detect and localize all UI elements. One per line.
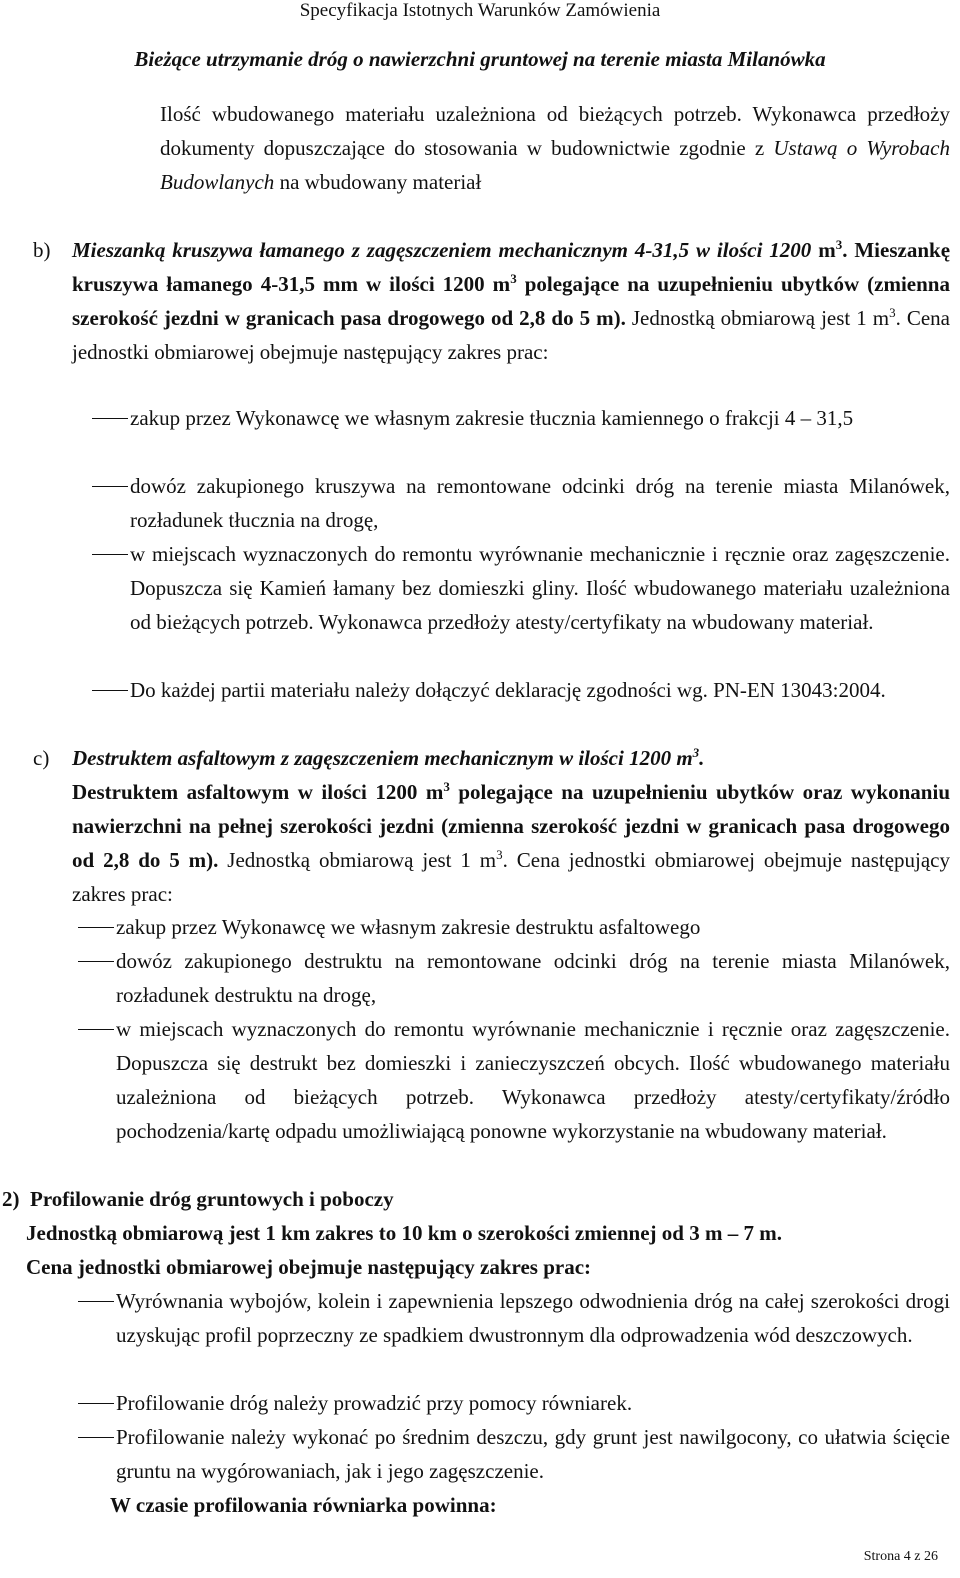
bullet-dash [78,1437,114,1438]
item-c-bullet: w miejscach wyznaczonych do remontu wyrównanie mechanicznie i ręcznie oraz zagęszczenie. Dopuszcza się destrukt bez domieszki i zanieczyszczeń obcych. Ilość wbudowanego materiału uzależniona od bieżących potrzeb. Wykonawca przedłoży atesty/certyfikaty/źródło pochodzenia/kartę odpadu umożliwiającą ponowne wykorzystanie na wbudowany materiał. [116,1017,950,1143]
section-2-unit-line: Jednostką obmiarową jest 1 km zakres to 10 km o szerokości zmiennej od 3 m – 7 m. [26,1221,782,1245]
item-c-paragraph: Destruktem asfaltowym w ilości 1200 $m^3$ polegające na uzupełnieniu ubytków oraz wykonaniu nawierzchni na pełnej szerokości jezdni (zmienna szerokość jezdni w granicach pasa drogowego od 2,8 do 5 m). Jednostką obmiarową jest 1 $m^3$. Cena jednostki obmiarowej obejmuje następujący zakres prac: [72,779,950,906]
law-reference: Ustawą o Wyrobach Budowlanych [160,136,950,194]
item-b-label: b) [33,238,51,262]
section-2-bullet: Profilowanie dróg należy prowadzić przy pomocy równiarek. [116,1391,633,1415]
item-b-bullet: Do każdej partii materiału należy dołączyć deklarację zgodności wg. PN-EN 13043:2004. [130,678,886,702]
bullet-dash [92,554,128,555]
item-c-bullet: dowóz zakupionego destruktu na remontowane odcinki dróg na terenie miasta Milanówek, rozładunek destruktu na drogę, [116,949,950,1007]
bullet-dash [78,961,114,962]
bullet-dash [78,1029,114,1030]
section-2-closing: W czasie profilowania równiarka powinna: [110,1493,497,1517]
item-b-paragraph: Mieszanką kruszywa łamanego z zagęszczeniem mechanicznym 4-31,5 w ilości 1200 $m^3$. Mieszankę kruszywa łamanego 4-31,5 mm w ilości 1200 $m^3$ polegające na uzupełnieniu ubytków (zmienna szerokość jezdni w granicach pasa drogowego od 2,8 do 5 m). Jednostką obmiarową jest 1 $m^3$. Cena jednostki obmiarowej obejmuje następujący zakres prac: [72,237,951,364]
bullet-dash [78,1301,114,1302]
section-2-heading: Profilowanie dróg gruntowych i poboczy [30,1187,394,1211]
item-b-bullet: w miejscach wyznaczonych do remontu wyrównanie mechanicznie i ręcznie oraz zagęszczenie. Dopuszcza się Kamień łamany bez domieszki gliny. Ilość wbudowanego materiału uzależniona od bieżących potrzeb. Wykonawca przedłoży atesty/certyfikaty na wbudowany materiał. [130,542,950,634]
bullet-dash [78,927,114,928]
item-c-label: c) [33,746,50,770]
page-number: Strona 4 z 26 [863,1549,938,1564]
document-header-title: Specyfikacja Istotnych Warunków Zamówienia [299,0,661,21]
section-2-scope-line: Cena jednostki obmiarowej obejmuje następujący zakres prac: [26,1255,592,1279]
intro-paragraph: Ilość wbudowanego materiału uzależniona od bieżących potrzeb. Wykonawca przedłoży dokumenty dopuszczające do stosowania w budownictwie zgodnie z Ustawą o Wyrobach Budowlanych na wbudowany materiał [160,102,950,194]
item-b-bullet: zakup przez Wykonawcę we własnym zakresie tłucznia kamiennego o frakcji 4 – 31,5 [130,406,854,430]
bullet-dash [92,486,128,487]
bullet-dash [92,690,128,691]
item-b-bullet: dowóz zakupionego kruszywa na remontowane odcinki dróg na terenie miasta Milanówek, rozładunek tłucznia na drogę, [130,474,950,532]
bullet-dash [78,1403,114,1404]
section-2-bullet: Profilowanie należy wykonać po średnim deszczu, gdy grunt jest nawilgocony, co ułatwia ścięcie gruntu na wygórowaniach, jak i jego zagęszczenie. [116,1425,950,1483]
section-2-label: 2) [2,1187,20,1211]
section-2-bullet: Wyrównania wybojów, kolein i zapewnienia lepszego odwodnienia dróg na całej szerokości drogi uzyskując profil poprzeczny ze spadkiem dwustronnym dla odprowadzenia wód deszczowych. [116,1289,950,1347]
bullet-dash [92,418,128,419]
item-c-heading: Destruktem asfaltowym z zagęszczeniem mechanicznym w ilości 1200 $m^3$. [72,745,705,770]
document-header-subtitle: Bieżące utrzymanie dróg o nawierzchni gruntowej na terenie miasta Milanówka [134,47,826,71]
item-c-bullet: zakup przez Wykonawcę we własnym zakresie destruktu asfaltowego [116,915,701,939]
item-b-heading: Mieszanką kruszywa łamanego z zagęszczeniem mechanicznym 4-31,5 w ilości 1200 [72,238,812,262]
